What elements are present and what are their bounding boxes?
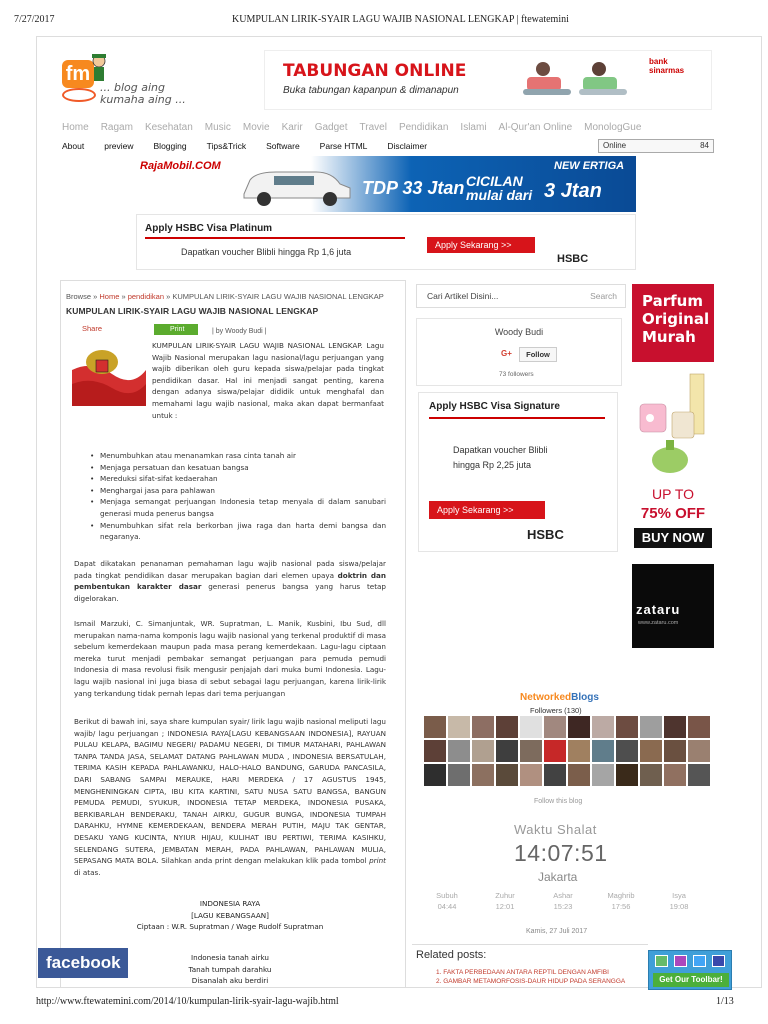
list-item: • Menjaga persatuan dan kesatuan bangsa xyxy=(90,462,386,474)
related-post-link[interactable]: 2. GAMBAR METAMORFOSIS-DAUR HIDUP PADA SERANGGA xyxy=(436,978,626,985)
nav-software[interactable]: Software xyxy=(266,141,300,151)
toolbar-widget xyxy=(648,950,732,990)
online-count: 84 xyxy=(700,141,709,150)
discount-value: 75% OFF xyxy=(640,505,706,522)
primary-nav xyxy=(62,122,653,133)
avatar[interactable] xyxy=(520,740,542,762)
divider xyxy=(429,417,605,419)
gplus-follow-button[interactable]: Follow xyxy=(519,347,557,362)
prayer-slot: Ashar 15:23 xyxy=(553,891,573,911)
prayer-title: Waktu Shalat xyxy=(514,822,597,837)
secondary-nav xyxy=(62,141,447,151)
nav-home[interactable]: Home xyxy=(62,122,89,133)
avatar[interactable] xyxy=(568,764,590,786)
avatar[interactable] xyxy=(520,764,542,786)
article-paragraph-2: Dapat dikatakan penanaman pemahaman lagu wajib nasional pada siswa/pelajar pada tingkat pendidikan dasar merupakan bagian dari elemen upaya doktrin dan pembentukan karakter dasar generasi penerus bangsa yang harus tetap digelorakan. xyxy=(74,559,386,603)
avatar[interactable] xyxy=(448,740,470,762)
follow-this-blog-link[interactable]: Follow this blog xyxy=(534,798,583,805)
tabungan-online-banner[interactable] xyxy=(264,50,712,110)
avatar[interactable] xyxy=(616,716,638,738)
tdp-text: TDP 33 Jtan xyxy=(362,178,465,198)
nav-kesehatan[interactable]: Kesehatan xyxy=(144,122,193,133)
people-illustration-icon xyxy=(513,57,633,105)
avatar[interactable] xyxy=(472,740,494,762)
list-item: • Mereduksi sifat-sifat kedaerahan xyxy=(90,473,386,485)
zataru-logo: zataru xyxy=(636,602,681,617)
banner-title: TABUNGAN ONLINE xyxy=(283,61,467,81)
discount-ad[interactable] xyxy=(632,484,714,554)
related-posts xyxy=(412,944,648,988)
hsbc-logo: HSBC xyxy=(557,253,589,265)
avatar[interactable] xyxy=(688,764,710,786)
avatar[interactable] xyxy=(568,740,590,762)
prayer-times-widget xyxy=(418,816,708,938)
gplus-icon: G+ xyxy=(501,349,512,358)
prayer-date: Kamis, 27 Juli 2017 xyxy=(526,928,588,935)
nav-disclaimer[interactable]: Disclaimer xyxy=(387,141,428,151)
get-toolbar-button[interactable]: Get Our Toolbar! xyxy=(653,973,729,987)
nav-alquran[interactable]: Al-Qur'an Online xyxy=(498,122,573,133)
hsbc-platinum-offer: Dapatkan voucher Blibli hingga Rp 1,6 juta xyxy=(181,247,352,257)
apply-sekarang-button[interactable]: Apply Sekarang >> xyxy=(429,501,545,519)
avatar[interactable] xyxy=(640,764,662,786)
avatar[interactable] xyxy=(448,764,470,786)
avatar[interactable] xyxy=(664,764,686,786)
toolbar-icons xyxy=(655,955,725,967)
nav-monologgue[interactable]: MonologGue xyxy=(584,122,642,133)
print-page-title: KUMPULAN LIRIK-SYAIR LAGU WAJIB NASIONAL LENGKAP | ftewatemini xyxy=(232,14,569,25)
nav-travel[interactable]: Travel xyxy=(359,122,387,133)
apply-sekarang-button[interactable]: Apply Sekarang >> xyxy=(427,237,535,253)
nav-islami[interactable]: Islami xyxy=(460,122,487,133)
perfume-bottles-image xyxy=(632,368,714,476)
follower-avatars xyxy=(424,716,708,786)
print-date: 7/27/2017 xyxy=(14,14,55,25)
zataru-ad[interactable] xyxy=(632,564,714,648)
site-tagline: ... blog aing kumaha aing ... xyxy=(100,81,186,106)
avatar[interactable] xyxy=(664,740,686,762)
article-title: KUMPULAN LIRIK-SYAIR LAGU WAJIB NASIONAL LENGKAP xyxy=(66,306,319,316)
nav-tips-trick[interactable]: Tips&Trick xyxy=(206,141,247,151)
avatar[interactable] xyxy=(568,716,590,738)
avatar[interactable] xyxy=(640,716,662,738)
related-posts-title: Related posts: xyxy=(416,949,487,961)
avatar[interactable] xyxy=(520,716,542,738)
breadcrumb-home[interactable]: Home xyxy=(99,292,120,301)
garuda-flag-image xyxy=(72,340,146,406)
breadcrumb-category[interactable]: pendidikan xyxy=(127,292,164,301)
networkedblogs-widget xyxy=(418,688,708,808)
print-page-number: 1/13 xyxy=(716,996,734,1007)
share-icon[interactable] xyxy=(674,955,687,967)
chevron-down-icon[interactable] xyxy=(712,955,725,967)
prayer-table xyxy=(418,890,708,912)
avatar[interactable] xyxy=(592,716,614,738)
avatar[interactable] xyxy=(616,764,638,786)
zataru-url: www.zataru.com xyxy=(638,620,679,626)
gplus-followers: 73 followers xyxy=(499,371,534,378)
avatar[interactable] xyxy=(640,740,662,762)
gplus-follow-widget xyxy=(416,318,622,386)
avatar[interactable] xyxy=(424,764,446,786)
car-icon xyxy=(236,160,356,208)
up-to-label: UP TO xyxy=(651,486,695,502)
avatar[interactable] xyxy=(544,764,566,786)
nav-blogging[interactable]: Blogging xyxy=(153,141,187,151)
divider xyxy=(145,237,405,239)
avatar[interactable] xyxy=(592,740,614,762)
article-paragraph-3: Ismail Marzuki, C. Simanjuntak, WR. Supratman, L. Manik, Kusbini, Ibu Sud, dll merupakan nama-nama komponis lagu wajib nasional yang terkenal produktif di masa sebelum kemerdekaan maupun pada masa perang kemerdekaan. Lagu-lagu ciptaan mereka turut menjadi pembakar semangat perjuangan para pemuda pemudi Indonesia di masa revolusi fisik mengusir penjajah dari muka bumi Indonesia. Lagu-lagu wajib nasional ini juga biasa di sebut sebagai lagu perjuangan, karena lirik-lirik yang terkandung tidak pernah lepas dari tema perjuangan xyxy=(74,619,386,698)
avatar[interactable] xyxy=(496,764,518,786)
prayer-slot: Subuh 04:44 xyxy=(436,891,458,911)
article-paragraph-4: Berikut di bawah ini, saya share kumpulan syair/ lirik lagu wajib nasional meliputi lagu wajib/ lagu perjuangan ; INDONESIA RAYA[LAGU KEBANGSAAN INDONESIA], RAYUAN PULAU KELAPA, BAGIMU NEGERI/ PADAMU NEGERI, DI TIMUR MATAHARI, PAHLAWAN TANPA TANDA JASA, SELAMAT DATANG PAHLAWAN MUDA , INDONESIA BERSATULAH, TERIMA KASIH KEPADA PAHLAWANKU, HALO-HALO BANDUNG, GARUDA PANCASILA, DARI SABANG SAMPAI MERAUKE, HARI MERDEKA / 17 AGUSTUS 1945, MENGHENINGKAN CIPTA, IBU KITA KARTINI, SATU NUSA SATU BANGSA, BANGUN PEMUDA PEMUDI, SYUKUR, INDONESIA TETAP MERDEKA, INDONESIA PUSAKA, BERKIBARLAH BENDERAKU, TANAH AIRKU, GUGUR BUNGA, INDONESIA TUMPAH DARAHKU, HYMNE KEMERDEKAAN, BENDERA MERAH PUTIH, MAJU TAK GENTAR, DESAKU YANG KUCINTA, NYIUR HIJAU, KULIHAT IBU PERTIWI, TERIMA KASIHKU, SELENDANG SUTERA, JEMBATAN MERAH, PADA PAHLAWAN, PAHLAWAN MULIA, SEPASANG MATA BOLA. Silahkan anda print dengan melakukan klik pada tombol print di atas. xyxy=(74,717,386,877)
article-byline: | by Woody Budi | xyxy=(212,328,267,335)
prayer-slot: Isya 19:08 xyxy=(669,891,689,911)
prayer-slot: Maghrib 17:56 xyxy=(607,891,635,911)
followers-count: Followers (130) xyxy=(530,706,582,715)
online-counter: Online 84 xyxy=(598,139,714,153)
avatar[interactable] xyxy=(448,716,470,738)
hsbc-logo: HSBC xyxy=(527,527,564,542)
song-title: INDONESIA RAYA xyxy=(199,899,261,908)
search-icon[interactable] xyxy=(655,955,668,967)
avatar[interactable] xyxy=(592,764,614,786)
chat-icon[interactable] xyxy=(693,955,706,967)
avatar[interactable] xyxy=(424,716,446,738)
list-item: • Menghargai jasa para pahlawan xyxy=(90,485,386,497)
ertiga-label: NEW ERTIGA xyxy=(554,160,625,172)
networkedblogs-logo[interactable]: NetworkedBlogs xyxy=(520,692,599,703)
avatar[interactable] xyxy=(496,740,518,762)
avatar[interactable] xyxy=(472,716,494,738)
rajamobil-banner[interactable] xyxy=(136,156,636,212)
hsbc-signature-offer: Dapatkan voucher Blibli hingga Rp 2,25 juta xyxy=(453,445,548,470)
logo-swoosh xyxy=(62,88,96,102)
prayer-city: Jakarta xyxy=(538,870,578,884)
nav-movie[interactable]: Movie xyxy=(242,122,270,133)
avatar[interactable] xyxy=(544,740,566,762)
nav-music[interactable]: Music xyxy=(204,122,231,133)
related-post-link[interactable]: 1. FAKTA PERBEDAAN ANTARA REPTIL DENGAN AMFIBI xyxy=(436,969,609,976)
parfum-ad[interactable]: Parfum Original Murah xyxy=(632,284,714,362)
nav-ragam[interactable]: Ragam xyxy=(100,122,133,133)
facebook-button[interactable]: facebook xyxy=(38,948,128,978)
sinarmas-logo: bank sinarmas xyxy=(649,57,685,75)
song-header xyxy=(74,898,386,933)
list-item: • Menumbuhkan atau menanamkan rasa cinta tanah air xyxy=(90,450,386,462)
avatar[interactable] xyxy=(496,716,518,738)
hsbc-platinum-banner[interactable] xyxy=(136,214,636,270)
lyric-line: Indonesia tanah airku xyxy=(191,953,269,962)
avatar[interactable] xyxy=(688,716,710,738)
cicilan-text: CICILAN mulai dari xyxy=(466,173,533,203)
gplus-name: Woody Budi xyxy=(494,327,544,337)
logo-badge: fm xyxy=(62,60,94,88)
avatar[interactable] xyxy=(424,740,446,762)
nav-gadget[interactable]: Gadget xyxy=(314,122,348,133)
nav-preview[interactable]: preview xyxy=(104,141,134,151)
banner-subtitle: Buka tabungan kapanpun & dimanapun xyxy=(283,85,459,96)
rajamobil-logo: RajaMobil.COM xyxy=(140,160,221,172)
prayer-slot: Zuhur 12:01 xyxy=(495,891,515,911)
nav-pendidikan[interactable]: Pendidikan xyxy=(398,122,449,133)
list-item: • Menumbuhkan sifat rela berkorban jiwa raga dan harta demi bangsa dan negaranya. xyxy=(90,520,386,543)
lyric-line: Tanah tumpah darahku xyxy=(188,964,272,974)
hsbc-platinum-title: Apply HSBC Visa Platinum xyxy=(145,223,273,234)
benefits-list xyxy=(90,450,386,543)
song-credit: Ciptaan : W.R. Supratman / Wage Rudolf Supratman xyxy=(136,922,324,932)
prayer-clock: 14:07:51 xyxy=(514,840,608,866)
hsbc-signature-title: Apply HSBC Visa Signature xyxy=(429,401,560,412)
buy-now-button[interactable]: BUY NOW xyxy=(634,528,712,548)
article-intro: KUMPULAN LIRIK-SYAIR LAGU WAJIB NASIONAL LENGKAP. Lagu Wajib Nasional merupakan lagu nasional/lagu perjuangan yang wajib diberikan oleh guru kepada siswa/pelajar pada tingkat pendidikan dasar. Hal ini menjadi sangat penting, karena dengan adanya siswa/pelajar dididik untuk menghafal dan memahami lagu wajib nasional, maka akan dapat bermanfaat untuk : xyxy=(152,341,384,420)
cicilan-value: 3 Jtan xyxy=(544,180,602,202)
lyric-line: Disanalah aku berdiri xyxy=(191,976,269,986)
hsbc-signature-banner[interactable] xyxy=(418,392,618,552)
avatar[interactable] xyxy=(472,764,494,786)
search-button[interactable]: Search xyxy=(590,291,617,301)
avatar[interactable] xyxy=(544,716,566,738)
search-input[interactable]: Cari Artikel Disini... Search xyxy=(416,284,626,308)
list-item: • Menjaga semangat perjuangan Indonesia tetap menyala di dalam sanubari generasi muda penerus bangsa xyxy=(90,496,386,519)
breadcrumb: Browse » Home » pendidikan » KUMPULAN LIRIK-SYAIR LAGU WAJIB NASIONAL LENGKAP xyxy=(66,292,384,301)
avatar[interactable] xyxy=(688,740,710,762)
print-button[interactable]: Print xyxy=(154,324,198,335)
nav-about[interactable]: About xyxy=(62,141,85,151)
avatar[interactable] xyxy=(664,716,686,738)
share-link[interactable]: Share xyxy=(82,324,103,333)
print-url: http://www.ftewatemini.com/2014/10/kumpulan-lirik-syair-lagu-wajib.html xyxy=(36,996,339,1007)
nav-karir[interactable]: Karir xyxy=(281,122,303,133)
avatar[interactable] xyxy=(616,740,638,762)
nav-parse-html[interactable]: Parse HTML xyxy=(319,141,368,151)
song-subtitle: [LAGU KEBANGSAAN] xyxy=(191,910,269,920)
